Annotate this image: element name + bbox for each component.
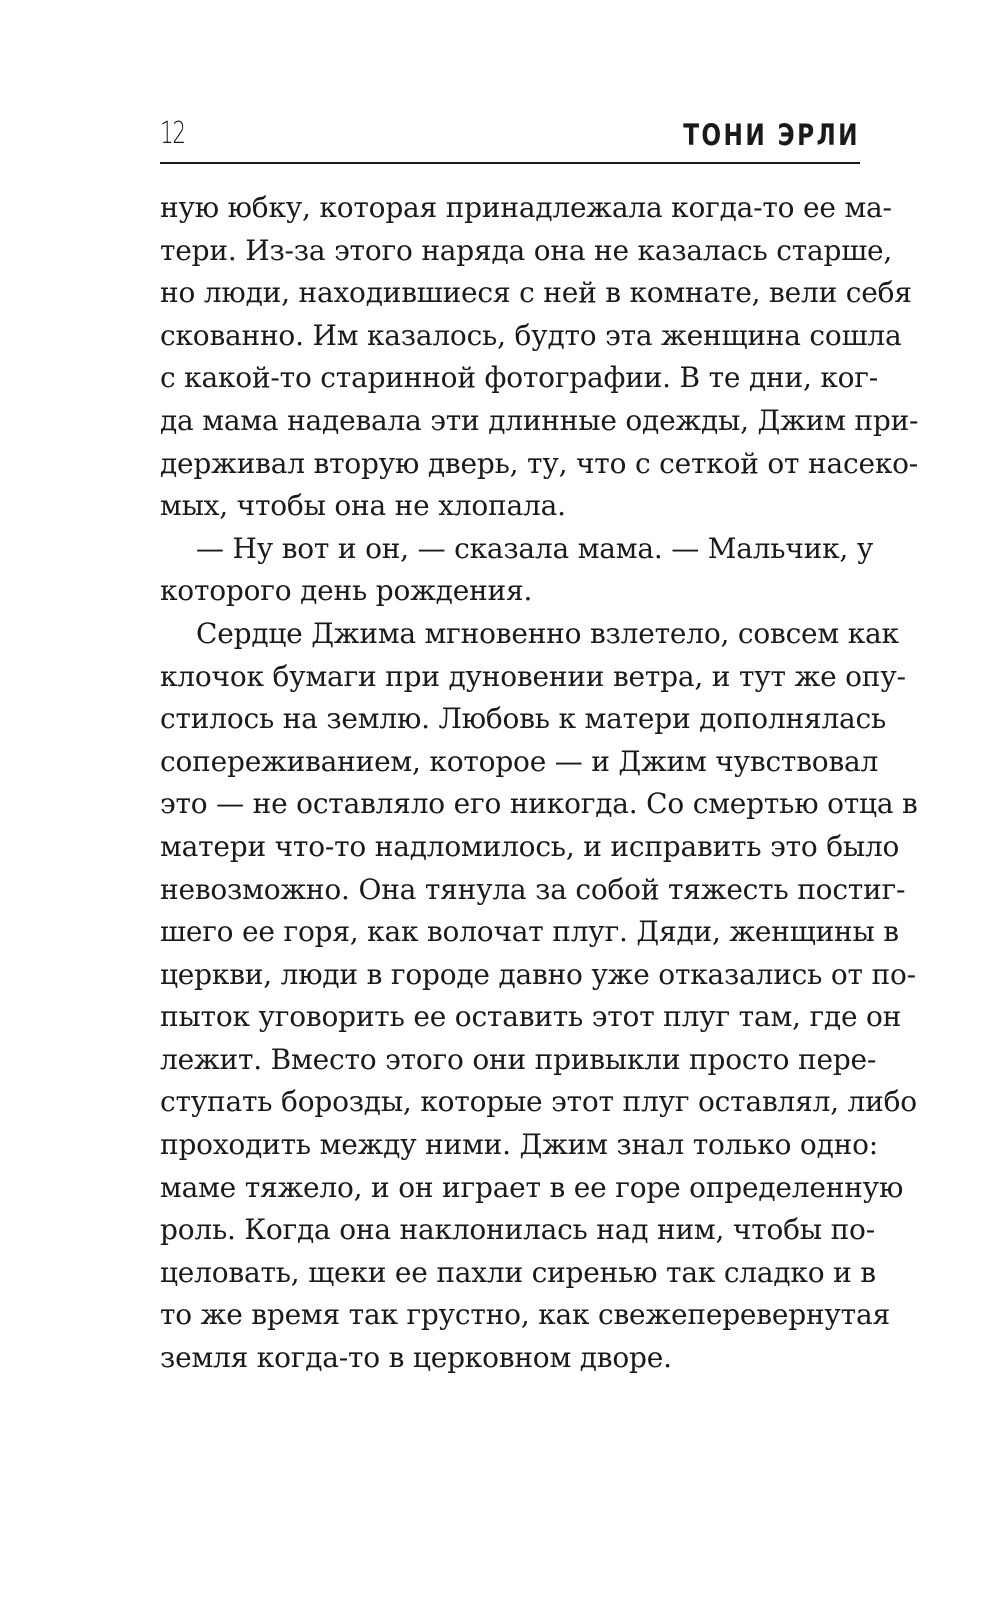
text-line: проходить между ними. Джим знал только одно: <box>160 1128 878 1162</box>
text-line: церкви, люди в городе давно уже отказались от по- <box>160 957 916 991</box>
text-line: — Ну вот и он, — сказала мама. — Мальчик, у <box>196 531 874 565</box>
text-line: но люди, находившиеся с ней в комнате, вели себя <box>160 276 912 310</box>
text-line: лежит. Вместо этого они привыкли просто пере- <box>160 1042 877 1076</box>
text-line: шего ее горя, как волочат плуг. Дяди, женщины в <box>160 915 899 949</box>
text-line: пыток уговорить ее оставить этот плуг там, где он <box>160 1000 902 1034</box>
text-line: да мама надевала эти длинные одежды, Джим при- <box>160 403 919 437</box>
text-line: ную юбку, которая принадлежала когда-то ее ма- <box>160 191 892 224</box>
running-head-author: ТОНИ ЭРЛИ <box>683 118 860 152</box>
text-line: роль. Когда она наклонилась над ним, чтобы по- <box>160 1213 875 1247</box>
text-line: Сердце Джима мгновенно взлетело, совсем как <box>196 616 899 650</box>
text-line: это — не оставляло его никогда. Со смертью отца в <box>160 787 918 821</box>
text-line: мых, чтобы она не хлопала. <box>160 489 566 523</box>
running-header <box>160 110 860 164</box>
text-line: сопереживанием, которое — и Джим чувствовал <box>160 744 879 778</box>
text-line: скованно. Им казалось, будто эта женщина сошла <box>160 318 902 352</box>
text-line: клочок бумаги при дуновении ветра, и тут же опу- <box>160 659 906 693</box>
text-line: которого день рождения. <box>160 574 533 608</box>
text-line: матери что-то надломилось, и исправить это было <box>160 829 900 863</box>
text-line: маме тяжело, и он играет в ее горе определенную <box>160 1170 904 1204</box>
text-line: ступать борозды, которые этот плуг оставлял, либо <box>160 1085 917 1119</box>
text-line: стилось на землю. Любовь к матери дополнялась <box>160 702 887 736</box>
page-number: 12 <box>160 116 185 151</box>
text-line: земля когда-то в церковном дворе. <box>160 1341 672 1375</box>
text-line: держивал вторую дверь, ту, что с сеткой от насеко- <box>160 446 919 480</box>
text-line: невозможно. Она тянула за собой тяжесть постиг- <box>160 872 906 906</box>
text-line: тери. Из-за этого наряда она не казалась старше, <box>160 233 893 267</box>
text-line: с какой-то старинной фотографии. В те дни, ког- <box>160 361 879 395</box>
text-line: то же время так грустно, как свежеперевернутая <box>160 1298 890 1332</box>
text-line: целовать, щеки ее пахли сиренью так сладко и в <box>160 1255 876 1289</box>
body-text <box>160 187 919 1380</box>
